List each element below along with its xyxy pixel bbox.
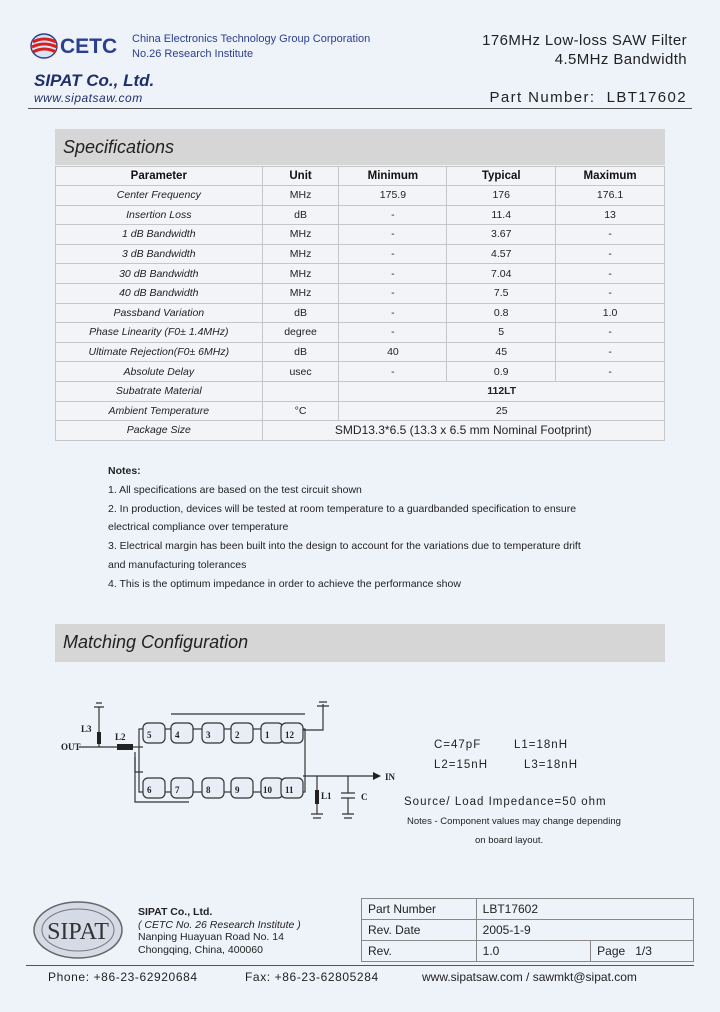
pin-number: 6 xyxy=(147,785,152,795)
table-row xyxy=(56,205,665,225)
unit-cell: °C xyxy=(262,401,339,421)
table-row xyxy=(362,941,694,962)
max-cell: 176.1 xyxy=(556,186,665,206)
pin-number: 4 xyxy=(175,730,180,740)
max-cell: - xyxy=(556,244,665,264)
cetc-logo xyxy=(28,28,128,64)
specifications-header xyxy=(55,129,665,165)
max-cell: - xyxy=(556,225,665,245)
pin-number: 7 xyxy=(175,785,180,795)
footer-address xyxy=(138,906,301,956)
stamp-text: SIPAT xyxy=(47,919,109,945)
note-line: and manufacturing tolerances xyxy=(108,558,247,571)
param-cell: Insertion Loss xyxy=(56,205,263,225)
pin-number: 5 xyxy=(147,730,152,740)
typ-cell: 176 xyxy=(447,186,556,206)
header-divider xyxy=(28,108,692,109)
min-cell: - xyxy=(339,225,447,245)
part-number xyxy=(489,89,687,106)
param-cell: Passband Variation xyxy=(56,303,263,323)
l2-inductor xyxy=(117,744,133,750)
unit-cell: MHz xyxy=(262,283,339,303)
footer-institute: ( CETC No. 26 Research Institute ) xyxy=(138,918,301,931)
note-line: 4. This is the optimum impedance in order to achieve the performance show xyxy=(108,577,461,590)
unit-cell: usec xyxy=(262,362,339,382)
gnd-wire xyxy=(303,704,323,730)
param-cell: Ambient Temperature xyxy=(56,401,263,421)
in-label: IN xyxy=(385,772,396,782)
table-row xyxy=(56,421,665,441)
table-header-row xyxy=(56,167,665,186)
substrate-value: 112LT xyxy=(339,381,665,401)
min-cell: - xyxy=(339,303,447,323)
table-row xyxy=(56,381,665,401)
rev-value: 1.0 xyxy=(476,941,591,962)
table-row xyxy=(56,401,665,421)
max-cell: 1.0 xyxy=(556,303,665,323)
notes-block xyxy=(108,462,581,594)
unit-cell: dB xyxy=(262,342,339,362)
page-label: Page xyxy=(597,944,626,958)
table-row xyxy=(56,303,665,323)
typ-cell: 0.8 xyxy=(447,303,556,323)
param-cell: 30 dB Bandwidth xyxy=(56,264,263,284)
rev-date-label: Rev. Date xyxy=(362,920,477,941)
sipat-name: SIPAT Co., Ltd. xyxy=(34,71,155,90)
pin-number: 1 xyxy=(265,730,270,740)
table-row xyxy=(56,362,665,382)
pin-number: 2 xyxy=(235,730,240,740)
unit-cell: dB xyxy=(262,303,339,323)
typ-cell: 11.4 xyxy=(447,205,556,225)
matching-header xyxy=(55,624,665,662)
note-line: 1. All specifications are based on the test circuit shown xyxy=(108,483,362,496)
component-note: on board layout. xyxy=(475,835,544,846)
pin-number: 8 xyxy=(206,785,211,795)
cetc-company-name xyxy=(132,32,370,62)
l2-value: L2=15nH xyxy=(434,759,488,771)
pin-number: 12 xyxy=(285,730,294,740)
unit-cell: MHz xyxy=(262,244,339,264)
param-cell: 1 dB Bandwidth xyxy=(56,225,263,245)
l3-inductor xyxy=(97,732,101,744)
c-label: C xyxy=(361,792,368,802)
max-cell: - xyxy=(556,362,665,382)
table-row xyxy=(56,186,665,206)
table-row xyxy=(56,225,665,245)
typ-cell: 7.5 xyxy=(447,283,556,303)
footer-fax: Fax: +86-23-62805284 xyxy=(245,970,379,984)
page-cell xyxy=(591,941,694,962)
min-cell: - xyxy=(339,244,447,264)
package-value: SMD13.3*6.5 (13.3 x 6.5 mm Nominal Footprint) xyxy=(262,421,664,441)
min-cell: 175.9 xyxy=(339,186,447,206)
matching-circuit-diagram xyxy=(55,662,400,862)
table-row xyxy=(56,342,665,362)
notes-title: Notes: xyxy=(108,465,141,477)
unit-cell xyxy=(262,381,339,401)
part-number-value: LBT17602 xyxy=(476,899,693,920)
typ-cell: 45 xyxy=(447,342,556,362)
page-value: 1/3 xyxy=(635,944,652,958)
rev-date-value: 2005-1-9 xyxy=(476,920,693,941)
table-row xyxy=(362,920,694,941)
footer-web-email[interactable]: www.sipatsaw.com / sawmkt@sipat.com xyxy=(422,970,637,984)
part-number-label: Part Number xyxy=(362,899,477,920)
rev-label: Rev. xyxy=(362,941,477,962)
cetc-logo-text: CETC xyxy=(60,35,118,58)
l3-label: L3 xyxy=(81,724,92,734)
footer-address-line: Nanping Huayuan Road No. 14 xyxy=(138,931,284,943)
table-row xyxy=(56,323,665,343)
max-cell: - xyxy=(556,264,665,284)
matching-title: Matching Configuration xyxy=(63,632,249,652)
note-line: electrical compliance over temperature xyxy=(108,521,289,534)
table-row xyxy=(362,899,694,920)
l2-label: L2 xyxy=(115,732,126,742)
c-value: C=47pF xyxy=(434,739,482,751)
param-cell: 3 dB Bandwidth xyxy=(56,244,263,264)
col-header: Minimum xyxy=(339,167,447,186)
footer-address-line: Chongqing, China, 400060 xyxy=(138,943,263,956)
min-cell: - xyxy=(339,264,447,284)
product-line1: 176MHz Low-loss SAW Filter xyxy=(482,32,687,49)
param-cell: Package Size xyxy=(56,421,263,441)
company-line1: China Electronics Technology Group Corporation xyxy=(132,33,371,45)
gnd-symbol xyxy=(311,802,323,818)
l3-value: L3=18nH xyxy=(524,759,578,771)
impedance-text: Source/ Load Impedance=50 ohm xyxy=(404,796,607,808)
col-header: Typical xyxy=(447,167,556,186)
ambient-value: 25 xyxy=(339,401,665,421)
l1-value: L1=18nH xyxy=(514,739,568,751)
unit-cell: degree xyxy=(262,323,339,343)
pin-number: 10 xyxy=(263,785,272,795)
min-cell: - xyxy=(339,323,447,343)
param-cell: 40 dB Bandwidth xyxy=(56,283,263,303)
out-label: OUT xyxy=(61,742,81,752)
footer-company: SIPAT Co., Ltd. xyxy=(138,906,213,918)
min-cell: - xyxy=(339,362,447,382)
pin-number: 3 xyxy=(206,730,211,740)
min-cell: 40 xyxy=(339,342,447,362)
specifications-title: Specifications xyxy=(63,137,175,157)
table-row xyxy=(56,244,665,264)
min-cell: - xyxy=(339,205,447,225)
unit-cell: dB xyxy=(262,205,339,225)
param-cell: Subatrate Material xyxy=(56,381,263,401)
l1-label: L1 xyxy=(321,791,332,801)
company-line2: No.26 Research Institute xyxy=(132,48,254,60)
revision-table xyxy=(361,898,694,962)
website-link[interactable]: www.sipatsaw.com xyxy=(34,91,143,105)
part-label: Part Number: xyxy=(489,89,596,106)
param-cell: Phase Linearity (F0± 1.4MHz) xyxy=(56,323,263,343)
pin-number: 11 xyxy=(285,785,294,795)
note-line: 2. In production, devices will be tested at room temperature to a guardbanded specification to ensure xyxy=(108,502,577,515)
col-header: Maximum xyxy=(556,167,665,186)
max-cell: 13 xyxy=(556,205,665,225)
sipat-stamp-logo xyxy=(30,898,126,962)
c-capacitor xyxy=(341,776,355,818)
product-line2: 4.5MHz Bandwidth xyxy=(554,51,687,68)
specifications-table xyxy=(55,166,665,441)
typ-cell: 3.67 xyxy=(447,225,556,245)
footer-phone: Phone: +86-23-62920684 xyxy=(48,970,198,984)
table-row xyxy=(56,264,665,284)
param-cell: Ultimate Rejection(F0± 6MHz) xyxy=(56,342,263,362)
gnd-symbol xyxy=(94,703,104,707)
in-arrow-icon xyxy=(373,772,381,780)
col-header: Parameter xyxy=(56,167,263,186)
unit-cell: MHz xyxy=(262,186,339,206)
pin-number: 9 xyxy=(235,785,240,795)
typ-cell: 5 xyxy=(447,323,556,343)
l1-inductor xyxy=(315,790,319,804)
footer-divider xyxy=(26,965,694,966)
unit-cell: MHz xyxy=(262,225,339,245)
component-note: Notes - Component values may change depending xyxy=(407,816,621,827)
part-value: LBT17602 xyxy=(606,89,687,106)
note-line: 3. Electrical margin has been built into the design to account for the variations due to temperature drift xyxy=(108,540,581,553)
typ-cell: 7.04 xyxy=(447,264,556,284)
col-header: Unit xyxy=(262,167,339,186)
param-cell: Center Frequency xyxy=(56,186,263,206)
max-cell: - xyxy=(556,283,665,303)
typ-cell: 4.57 xyxy=(447,244,556,264)
min-cell: - xyxy=(339,283,447,303)
typ-cell: 0.9 xyxy=(447,362,556,382)
product-title xyxy=(482,31,687,69)
max-cell: - xyxy=(556,342,665,362)
table-row xyxy=(56,283,665,303)
unit-cell: MHz xyxy=(262,264,339,284)
param-cell: Absolute Delay xyxy=(56,362,263,382)
max-cell: - xyxy=(556,323,665,343)
